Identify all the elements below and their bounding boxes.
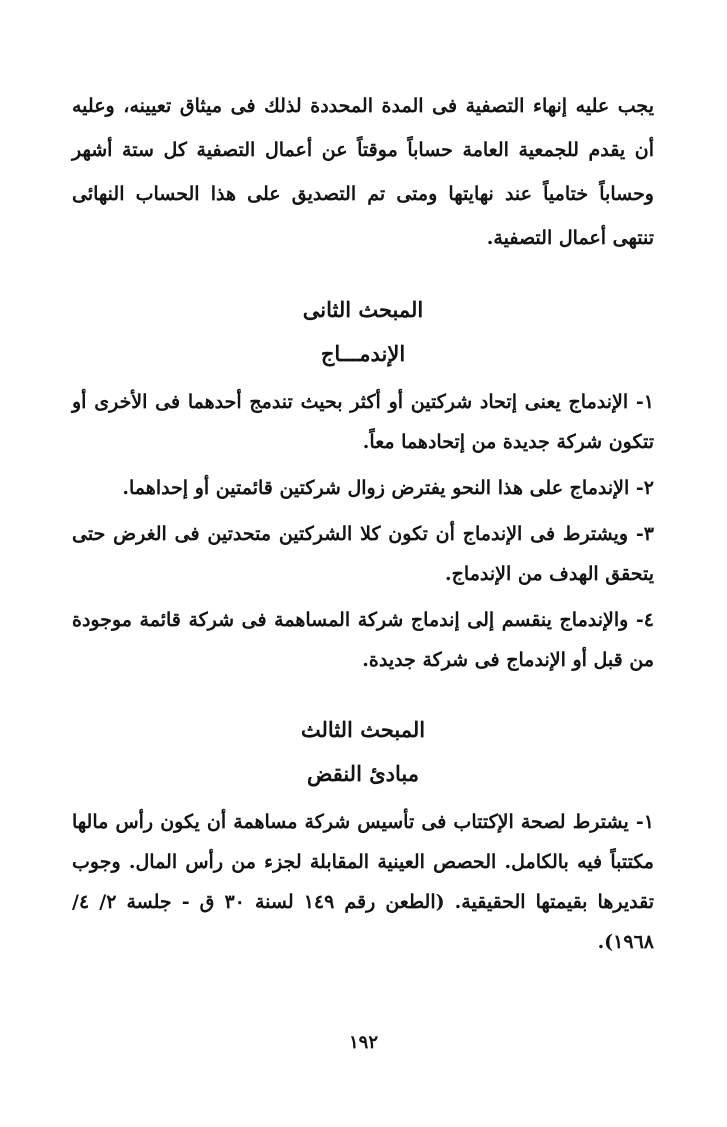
section-3-item-1: ١- يشترط لصحة الإكتتاب فى تأسيس شركة مساهمة أن يكون رأس مالها مكتتباً فيه بالكامل. الحصص العينية المقابلة لجزء من رأس المال. وجوب تقديرها بقيمتها الحقيقية. (الطعن رقم ١٤٩ لسنة ٣٠ ق - جلسة ٢/ ٤/ ١٩٦٨). (72, 811, 654, 953)
section-2-item-1: ١- الإندماج يعنى إتحاد شركتين أو أكثر بحيث تندمج أحدهما فى الأخرى أو تتكون شركة جديدة من إتحادهما معاً. (72, 391, 654, 453)
section-2-item-3: ٣- ويشترط فى الإندماج أن تكون كلا الشركتين متحدتين فى الغرض حتى يتحقق الهدف من الإندماج. (72, 523, 654, 585)
section-3-subtitle: مبادئ النقض (306, 761, 419, 786)
section-2-subtitle: الإندمـــاج (320, 341, 406, 366)
section-2-title: المبحث الثانى (302, 297, 424, 322)
page-number: ١٩٢ (348, 1032, 378, 1053)
intro-paragraph: يجب عليه إنهاء التصفية فى المدة المحددة لذلك فى ميثاق تعيينه، وعليه أن يقدم للجمعية العامة حساباً موقتاً عن أعمال التصفية كل ستة أشهر وحساباً ختامياً عند نهايتها ومتى تم التصديق على هذا الحساب النهائى تنتهى أعمال التصفية. (72, 95, 654, 249)
section-3-title: المبحث الثالث (300, 717, 426, 742)
section-2-item-4: ٤- والإندماج ينقسم إلى إندماج شركة المساهمة فى شركة قائمة موجودة من قبل أو الإندماج فى شركة جديدة. (72, 609, 654, 671)
page-body (72, 84, 654, 962)
section-2-item-2: ٢- الإندماج على هذا النحو يفترض زوال شركتين قائمتين أو إحداهما. (122, 477, 654, 499)
